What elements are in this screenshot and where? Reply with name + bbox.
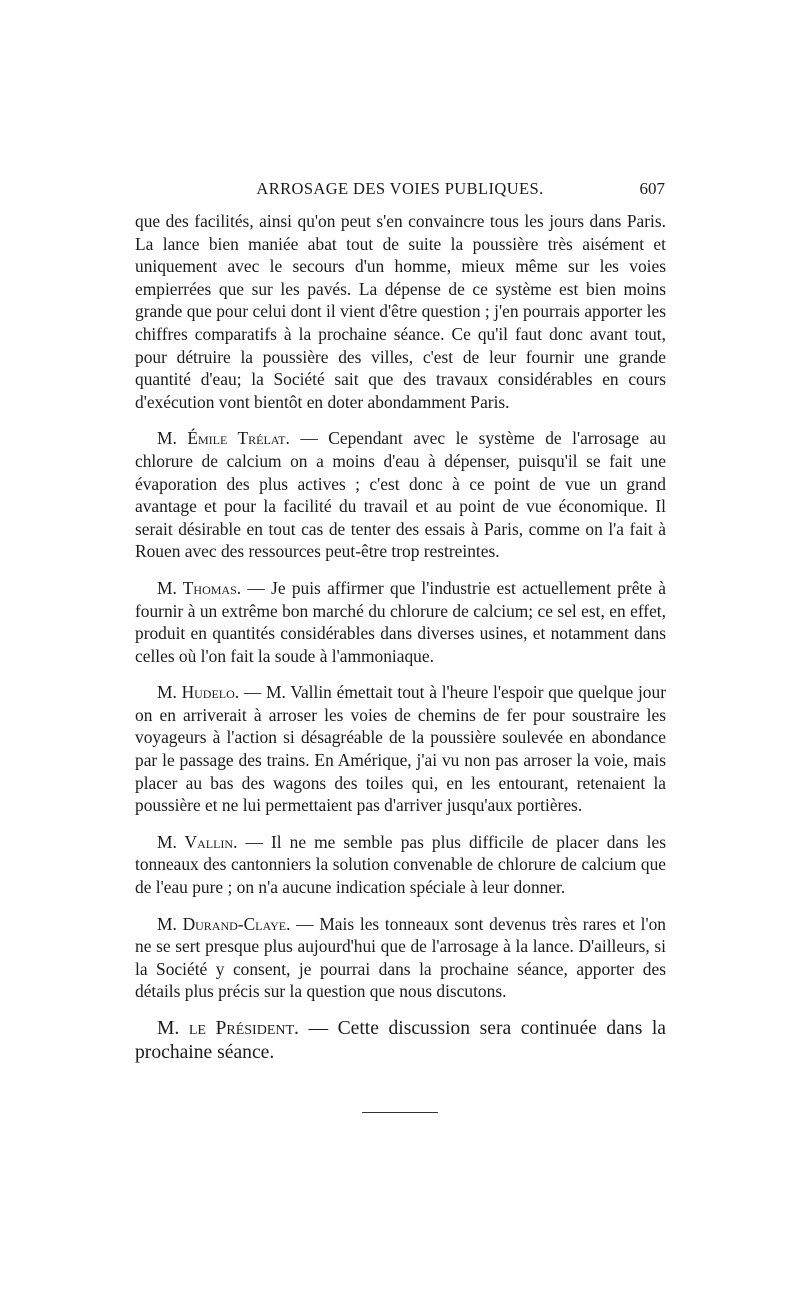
paragraph-text: — Cependant avec le système de l'arrosage au chlorure de calcium on a moins d'eau à dépenser, puisqu'il se fait une évaporation des plus actives ; c'est donc à ce point de vue un grand avantage et pour la facilité du travail et au point de vue économique. Il serait désirable en tout cas de tenter des essais à Paris, comme on l'a fait à Rouen avec des ressources peut-être trop restreintes. <box>135 428 666 562</box>
speaker-name: M. Thomas. <box>157 577 242 598</box>
paragraph-hudelo <box>135 681 666 817</box>
speaker-name: M. Vallin. <box>157 831 238 852</box>
speaker-name: M. Émile Trélat. <box>157 428 290 449</box>
paragraph-text: que des facilités, ainsi qu'on peut s'en convaincre tous les jours dans Paris. La lance bien maniée abat tout de suite la poussière très aisément et uniquement avec le secours d'un homme, mieux même sur les voies empierrées que sur les pavés. La dépense de ce système est bien moins grande que pour celui dont il vient d'être question ; j'en pourrais apporter les chiffres comparatifs à la prochaine séance. Ce qu'il faut donc avant tout, pour détruire la poussière des villes, c'est de leur fournir une grande quantité d'eau; la Société sait que des travaux considérables en cours d'exécution vont bientôt en doter abondamment Paris. <box>135 211 666 412</box>
paragraph-text: — Je puis affirmer que l'industrie est actuellement prête à fournir à un extrême bon marché du chlorure de calcium; ce sel est, en effet, produit en quantités considérables dans diverses usines, et notamment dans celles où l'on fait la soude à l'ammoniaque. <box>135 577 666 666</box>
speaker-name: M. le Président. <box>157 1018 299 1039</box>
speaker-name: M. Durand-Claye. <box>157 913 291 934</box>
closing-rule <box>362 1112 438 1113</box>
paragraph-vallin <box>135 831 666 899</box>
paragraph-text: — Il ne me semble pas plus difficile de placer dans les tonneaux des cantonniers la solution convenable de chlorure de calcium que de l'eau pure ; on n'a aucune indication spéciale à leur donner. <box>135 831 666 898</box>
speaker-name: M. Hudelo. <box>157 682 240 703</box>
page-number: 607 <box>639 179 665 198</box>
body-text <box>135 210 666 1065</box>
running-head <box>135 179 665 205</box>
paragraph-president <box>135 1017 666 1065</box>
paragraph-durand-claye <box>135 913 666 1003</box>
paragraph-text: — Mais les tonneaux sont devenus très rares et l'on ne se sert presque plus aujourd'hui que de l'arrosage à la lance. D'ailleurs, si la Société y consent, je pourrai dans la prochaine séance, apporter des détails plus précis sur la question que nous discutons. <box>135 913 666 1002</box>
paragraph-trelat <box>135 427 666 563</box>
paragraph-continuation <box>135 210 666 413</box>
paragraph-thomas <box>135 577 666 667</box>
paragraph-text: — Cette discussion sera continuée dans la prochaine séance. <box>135 1018 666 1063</box>
paragraph-text: — M. Vallin émettait tout à l'heure l'espoir que quelque jour on en arriverait à arroser les voies de chemins de fer pour soustraire les voyageurs à l'action si désagréable de la poussière soulevée en abondance par le passage des trains. En Amérique, j'ai vu non pas arroser la voie, mais placer au bas des wagons des toiles qui, en les entourant, retenaient la poussière et ne lui permettaient pas d'arriver jusqu'aux portières. <box>135 682 666 816</box>
running-title: ARROSAGE DES VOIES PUBLIQUES. <box>256 179 544 198</box>
